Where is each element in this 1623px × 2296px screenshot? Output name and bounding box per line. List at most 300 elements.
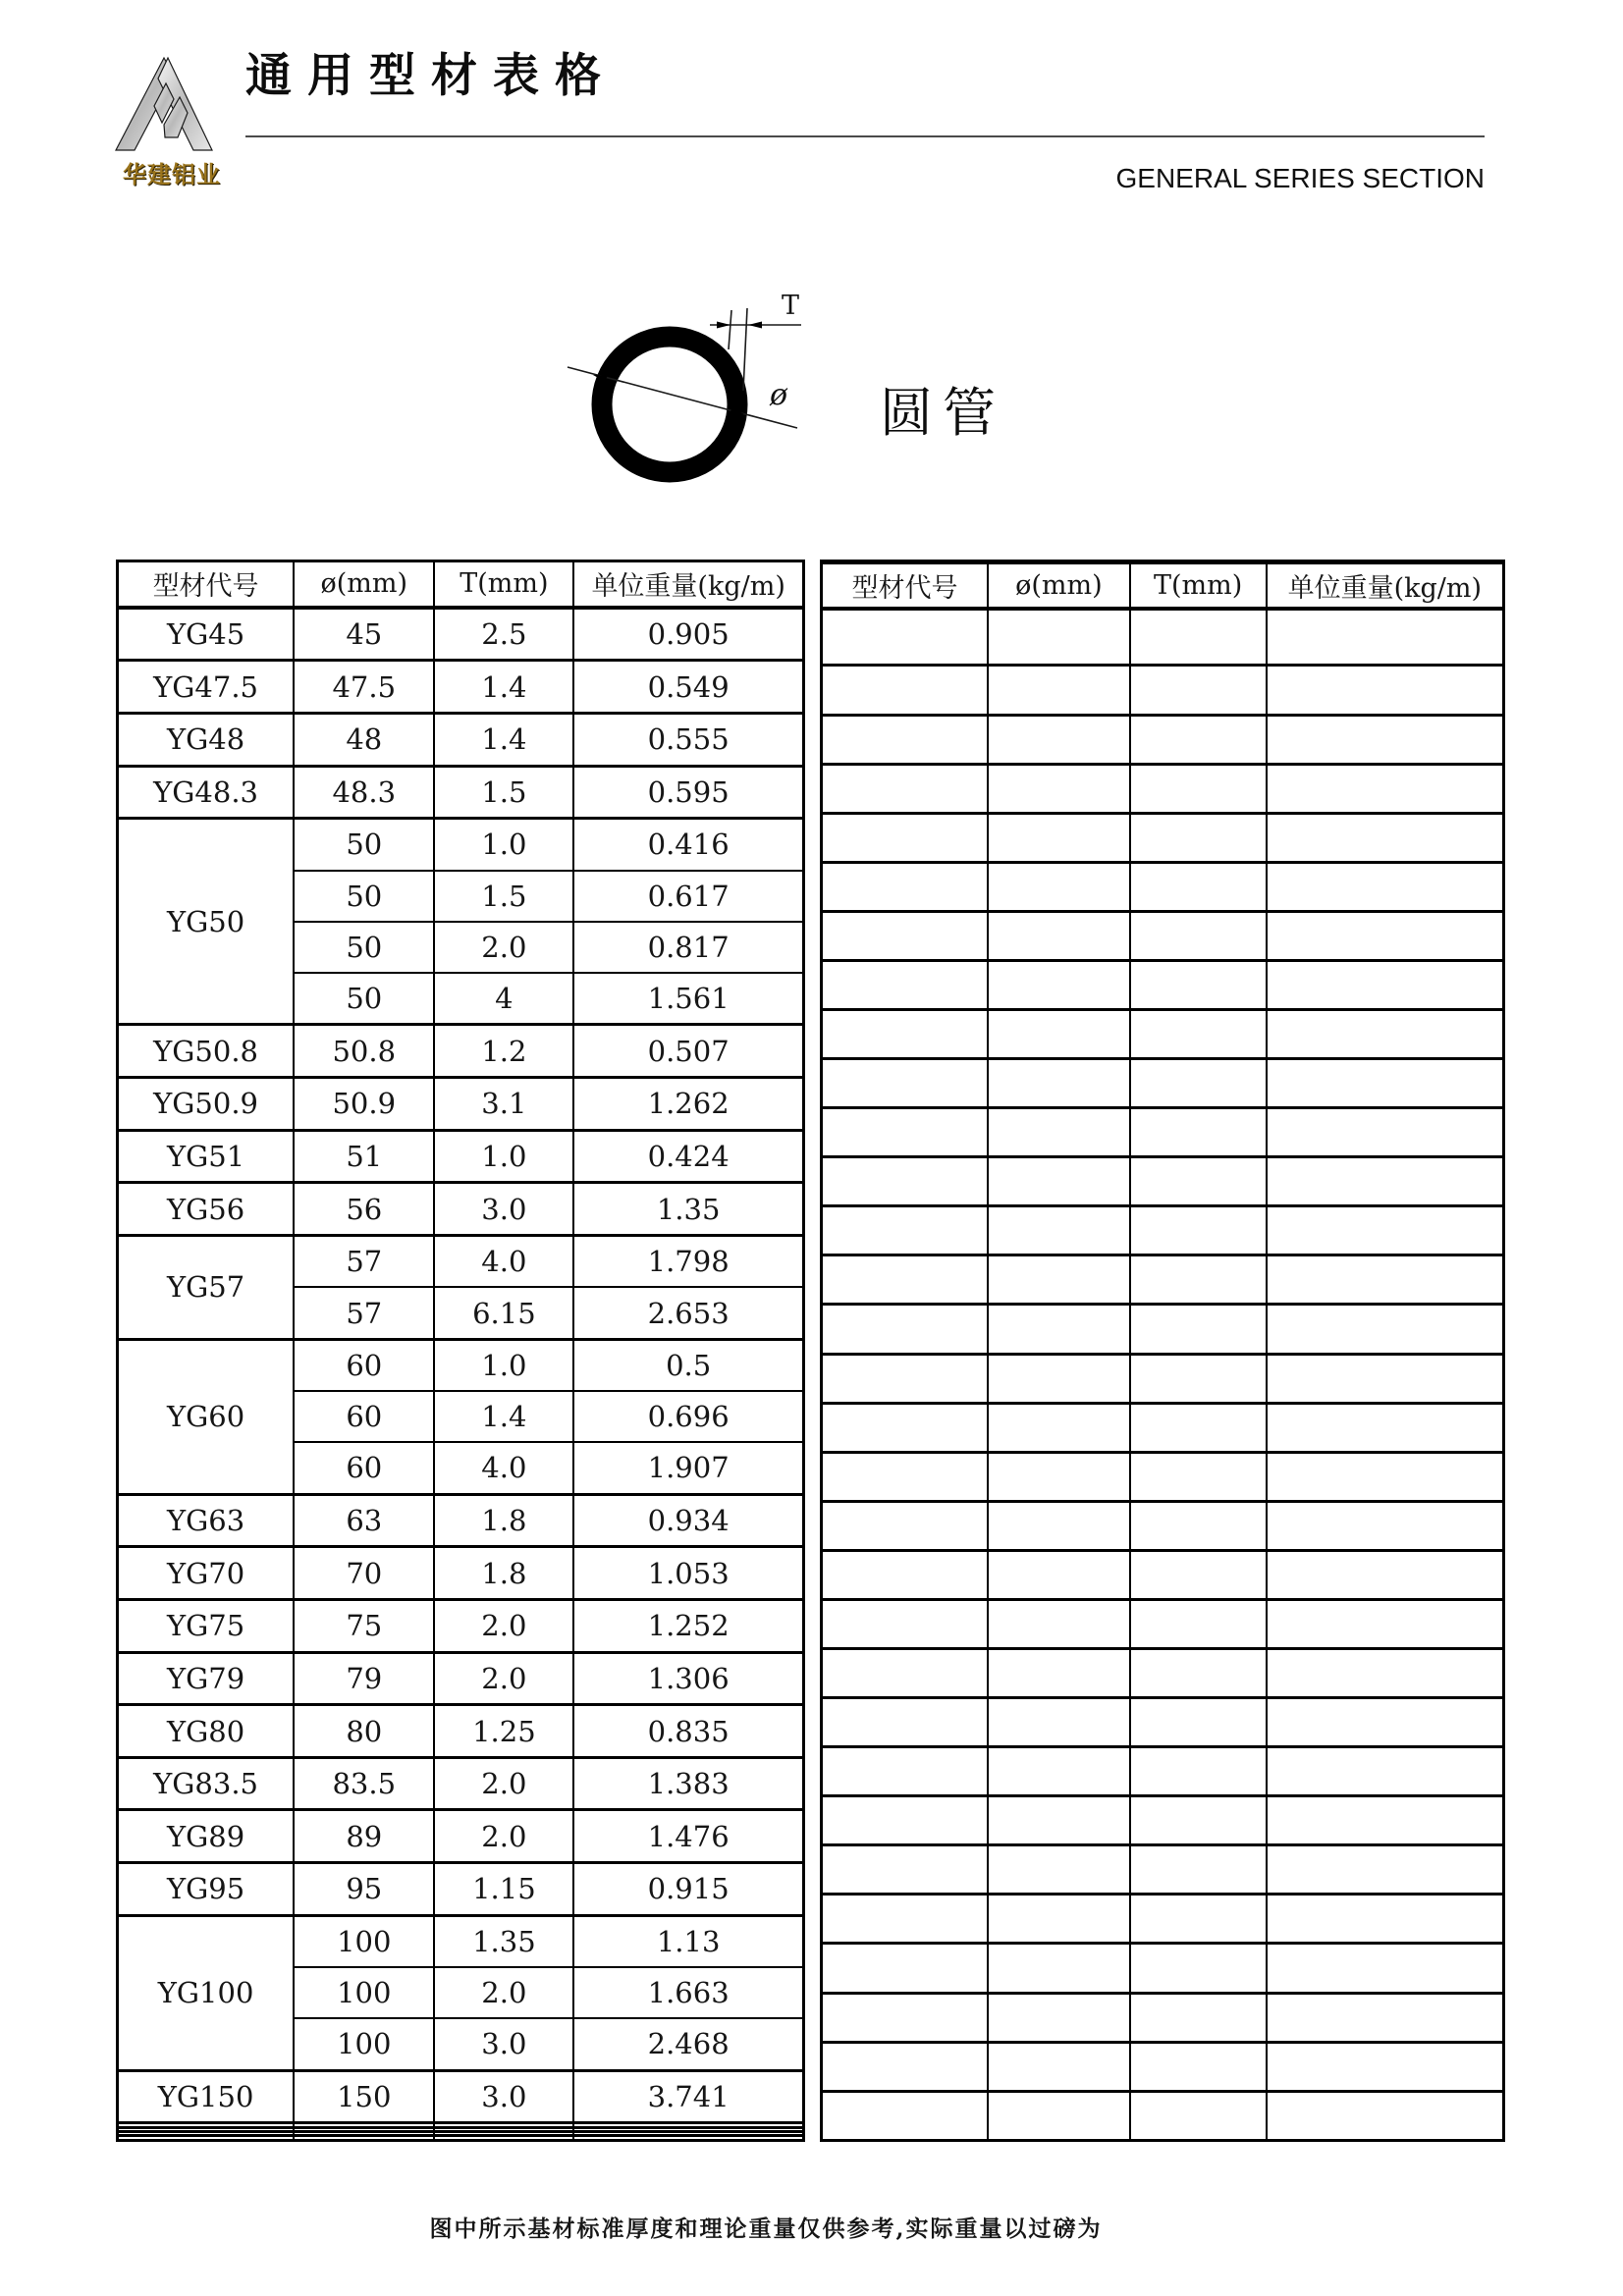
diameter-cell [988, 1895, 1130, 1944]
unit-weight-cell: 3.741 [573, 2070, 803, 2123]
profile-code-cell [822, 764, 989, 813]
thickness-cell: 1.25 [434, 1705, 573, 1758]
profile-code-cell: YG50 [118, 819, 295, 1025]
unit-weight-cell [1267, 1157, 1504, 1206]
diameter-cell [988, 1403, 1130, 1452]
thickness-cell [1130, 1993, 1267, 2042]
unit-weight-cell [1267, 1599, 1504, 1648]
footer-disclaimer: 图中所示基材标准厚度和理论重量仅供参考,实际重量以过磅为 [429, 2216, 1103, 2242]
diameter-cell: 48 [294, 713, 434, 766]
unit-weight-cell [1267, 1550, 1504, 1599]
diameter-cell: 95 [294, 1863, 434, 1916]
unit-weight-cell [1267, 1845, 1504, 1895]
diameter-cell [988, 1452, 1130, 1501]
profile-code-cell: YG56 [118, 1183, 295, 1236]
column-header: ø(mm) [294, 561, 434, 608]
thickness-cell [1130, 813, 1267, 862]
diameter-cell [988, 1698, 1130, 1747]
thickness-cell: 3.1 [434, 1078, 573, 1131]
thickness-cell [1130, 764, 1267, 813]
unit-weight-cell [1267, 813, 1504, 862]
diameter-cell [988, 715, 1130, 764]
diameter-cell [988, 1796, 1130, 1845]
thickness-cell: 1.8 [434, 1547, 573, 1600]
column-header: 型材代号 [118, 561, 295, 608]
thickness-cell: 1.0 [434, 1130, 573, 1183]
table-row [118, 1915, 804, 1967]
unit-weight-cell: 0.934 [573, 1494, 803, 1547]
company-name: 华建铝业 [123, 162, 221, 188]
thickness-cell: 4.0 [434, 1442, 573, 1494]
thickness-cell [1130, 1944, 1267, 1993]
table-row [822, 609, 1504, 666]
table-row [118, 1494, 804, 1547]
diameter-cell: 70 [294, 1547, 434, 1600]
thickness-cell [434, 2136, 573, 2141]
profile-code-cell [822, 1059, 989, 1108]
thickness-cell: 2.0 [434, 1967, 573, 2018]
diameter-cell: 50 [294, 922, 434, 973]
unit-weight-cell [1267, 609, 1504, 666]
diameter-cell [988, 609, 1130, 666]
unit-weight-cell [1267, 1501, 1504, 1550]
thickness-cell: 1.15 [434, 1863, 573, 1916]
unit-weight-cell [1267, 1452, 1504, 1501]
table-row [822, 1157, 1504, 1206]
table-row [822, 1059, 1504, 1108]
right-table-body [822, 562, 1504, 2141]
diameter-cell: 100 [294, 1915, 434, 1967]
unit-weight-cell [1267, 2091, 1504, 2140]
table-row [118, 1547, 804, 1600]
diameter-cell: 57 [294, 1287, 434, 1339]
thickness-cell: 1.8 [434, 1494, 573, 1547]
profile-code-cell: YG45 [118, 608, 295, 661]
title-divider [245, 135, 1485, 137]
profile-code-cell: YG60 [118, 1339, 295, 1494]
table-row [118, 1078, 804, 1131]
thickness-cell: 1.4 [434, 661, 573, 714]
table-row [822, 1747, 1504, 1796]
unit-weight-cell: 1.252 [573, 1599, 803, 1652]
profile-code-cell: YG50.9 [118, 1078, 295, 1131]
unit-weight-cell [1267, 764, 1504, 813]
unit-weight-cell [1267, 911, 1504, 960]
thickness-cell [1130, 862, 1267, 911]
profile-code-cell [822, 2042, 989, 2091]
diameter-cell: 50.9 [294, 1078, 434, 1131]
profile-code-cell: YG50.8 [118, 1025, 295, 1078]
profile-code-cell [822, 960, 989, 1009]
profile-code-cell [822, 1944, 989, 1993]
profile-code-cell [822, 1895, 989, 1944]
profile-code-cell: YG80 [118, 1705, 295, 1758]
unit-weight-cell [1267, 960, 1504, 1009]
diameter-cell [988, 911, 1130, 960]
unit-weight-cell: 2.468 [573, 2018, 803, 2070]
thickness-cell [1130, 1206, 1267, 1255]
unit-weight-cell [1267, 2042, 1504, 2091]
diameter-cell: 50 [294, 819, 434, 871]
profile-code-cell: YG63 [118, 1494, 295, 1547]
unit-weight-cell: 1.053 [573, 1547, 803, 1600]
thickness-cell [1130, 1009, 1267, 1058]
profile-code-cell [822, 1403, 989, 1452]
column-header: 单位重量(kg/m) [1267, 562, 1504, 609]
table-row [822, 666, 1504, 715]
diameter-cell: 51 [294, 1130, 434, 1183]
unit-weight-cell [1267, 1944, 1504, 1993]
unit-weight-cell [1267, 1354, 1504, 1403]
table-row [822, 1354, 1504, 1403]
diameter-cell [988, 1255, 1130, 1305]
diameter-cell [988, 2091, 1130, 2140]
thickness-cell [1130, 1403, 1267, 1452]
diameter-cell [988, 1305, 1130, 1354]
diameter-cell [988, 960, 1130, 1009]
unit-weight-cell [1267, 862, 1504, 911]
thickness-dim-label: T [782, 291, 800, 321]
diameter-cell: 100 [294, 2018, 434, 2070]
column-header: 型材代号 [822, 562, 989, 609]
thickness-cell [1130, 1255, 1267, 1305]
unit-weight-cell: 0.817 [573, 922, 803, 973]
table-row [822, 2091, 1504, 2140]
profile-code-cell [822, 609, 989, 666]
table-row [118, 1235, 804, 1287]
table-row [118, 1183, 804, 1236]
thickness-cell: 1.4 [434, 713, 573, 766]
profile-code-cell [822, 1550, 989, 1599]
unit-weight-cell: 0.696 [573, 1391, 803, 1442]
unit-weight-cell [1267, 1747, 1504, 1796]
thickness-cell: 2.0 [434, 1810, 573, 1863]
thickness-cell: 4 [434, 973, 573, 1025]
thickness-cell: 3.0 [434, 2070, 573, 2123]
profile-code-cell: YG95 [118, 1863, 295, 1916]
table-row [822, 1895, 1504, 1944]
profile-code-cell [822, 813, 989, 862]
table-row [822, 1599, 1504, 1648]
unit-weight-cell: 1.476 [573, 1810, 803, 1863]
thickness-cell: 3.0 [434, 1183, 573, 1236]
unit-weight-cell [1267, 666, 1504, 715]
profile-code-cell: YG48.3 [118, 766, 295, 819]
thickness-cell: 2.5 [434, 608, 573, 661]
profile-code-cell [822, 1747, 989, 1796]
diameter-cell: 50 [294, 973, 434, 1025]
profile-code-cell: YG47.5 [118, 661, 295, 714]
table-row [118, 1863, 804, 1916]
table-row [118, 766, 804, 819]
profile-code-cell [822, 1206, 989, 1255]
thickness-cell [1130, 1452, 1267, 1501]
profile-code-cell [822, 1845, 989, 1895]
unit-weight-cell [1267, 1403, 1504, 1452]
diameter-cell: 45 [294, 608, 434, 661]
profile-code-cell: YG150 [118, 2070, 295, 2123]
column-header: T(mm) [434, 561, 573, 608]
profile-code-cell: YG79 [118, 1652, 295, 1705]
profile-code-cell [822, 1452, 989, 1501]
thickness-cell: 6.15 [434, 1287, 573, 1339]
diameter-cell [988, 764, 1130, 813]
diameter-cell [988, 1108, 1130, 1157]
diameter-cell: 50 [294, 871, 434, 922]
table-row [822, 1108, 1504, 1157]
thickness-cell [1130, 715, 1267, 764]
profile-code-cell: YG89 [118, 1810, 295, 1863]
table-row [118, 1810, 804, 1863]
profile-code-cell [822, 1993, 989, 2042]
unit-weight-cell: 1.907 [573, 1442, 803, 1494]
thickness-cell [1130, 1354, 1267, 1403]
unit-weight-cell: 0.617 [573, 871, 803, 922]
unit-weight-cell: 0.424 [573, 1130, 803, 1183]
profile-code-cell [822, 1009, 989, 1058]
table-row [822, 1501, 1504, 1550]
unit-weight-cell: 1.561 [573, 973, 803, 1025]
thickness-cell [1130, 609, 1267, 666]
diameter-cell: 50.8 [294, 1025, 434, 1078]
table-row [822, 1009, 1504, 1058]
table-row [822, 960, 1504, 1009]
table-row [822, 1796, 1504, 1845]
unit-weight-cell [573, 2136, 803, 2141]
unit-weight-cell: 0.416 [573, 819, 803, 871]
thickness-cell [1130, 666, 1267, 715]
profile-code-cell [822, 1108, 989, 1157]
table-row [822, 1944, 1504, 1993]
left-spec-table [116, 560, 805, 2142]
diameter-cell [988, 1944, 1130, 1993]
profile-code-cell [822, 1255, 989, 1305]
diameter-cell [988, 1550, 1130, 1599]
left-table-body [118, 561, 804, 2141]
table-row [822, 1452, 1504, 1501]
diameter-cell: 80 [294, 1705, 434, 1758]
table-row [118, 661, 804, 714]
table-row [822, 1550, 1504, 1599]
unit-weight-cell: 0.905 [573, 608, 803, 661]
table-row [118, 608, 804, 661]
diameter-dim-label: ø [770, 378, 788, 412]
table-row [118, 1025, 804, 1078]
unit-weight-cell: 0.915 [573, 1863, 803, 1916]
thickness-cell [1130, 1059, 1267, 1108]
thickness-cell: 1.4 [434, 1391, 573, 1442]
profile-code-cell [822, 862, 989, 911]
unit-weight-cell: 0.595 [573, 766, 803, 819]
thickness-cell [1130, 1501, 1267, 1550]
diameter-cell: 100 [294, 1967, 434, 2018]
table-row [118, 1599, 804, 1652]
unit-weight-cell: 1.306 [573, 1652, 803, 1705]
profile-code-cell [822, 1157, 989, 1206]
table-row [822, 764, 1504, 813]
thickness-cell: 2.0 [434, 922, 573, 973]
right-spec-table [820, 560, 1505, 2142]
diameter-cell [988, 1206, 1130, 1255]
thickness-cell [1130, 1747, 1267, 1796]
unit-weight-cell: 0.5 [573, 1339, 803, 1391]
unit-weight-cell: 1.262 [573, 1078, 803, 1131]
unit-weight-cell [1267, 1206, 1504, 1255]
column-header: 单位重量(kg/m) [573, 561, 803, 608]
thickness-cell [1130, 911, 1267, 960]
thickness-cell [1130, 2042, 1267, 2091]
page-title: 通用型材表格 [245, 49, 617, 103]
profile-code-cell [822, 1796, 989, 1845]
unit-weight-cell [1267, 1993, 1504, 2042]
table-row [822, 1206, 1504, 1255]
thickness-cell: 1.2 [434, 1025, 573, 1078]
table-row [822, 1698, 1504, 1747]
unit-weight-cell: 1.383 [573, 1757, 803, 1810]
profile-code-cell [822, 1501, 989, 1550]
table-row [822, 1845, 1504, 1895]
unit-weight-cell [1267, 1255, 1504, 1305]
diameter-cell [988, 1747, 1130, 1796]
table-row [822, 1255, 1504, 1305]
unit-weight-cell [1267, 1796, 1504, 1845]
thickness-cell [1130, 960, 1267, 1009]
diameter-cell: 60 [294, 1442, 434, 1494]
diameter-cell [988, 1648, 1130, 1697]
profile-code-cell: YG57 [118, 1235, 295, 1339]
diameter-cell: 150 [294, 2070, 434, 2123]
diameter-cell: 48.3 [294, 766, 434, 819]
diameter-cell: 83.5 [294, 1757, 434, 1810]
table-row [822, 862, 1504, 911]
profile-code-cell: YG83.5 [118, 1757, 295, 1810]
thickness-cell: 2.0 [434, 1599, 573, 1652]
thickness-cell: 3.0 [434, 2018, 573, 2070]
profile-code-cell [822, 2091, 989, 2140]
diameter-cell: 56 [294, 1183, 434, 1236]
column-header: ø(mm) [988, 562, 1130, 609]
table-row [118, 1130, 804, 1183]
section-name-label: 圆管 [880, 382, 1005, 444]
profile-code-cell [822, 1305, 989, 1354]
profile-code-cell [822, 715, 989, 764]
unit-weight-cell: 1.798 [573, 1235, 803, 1287]
thickness-cell [1130, 1305, 1267, 1354]
table-row [822, 813, 1504, 862]
unit-weight-cell: 0.835 [573, 1705, 803, 1758]
thickness-cell [1130, 1698, 1267, 1747]
diameter-cell [988, 1845, 1130, 1895]
diameter-cell: 63 [294, 1494, 434, 1547]
profile-code-cell: YG75 [118, 1599, 295, 1652]
diameter-cell: 75 [294, 1599, 434, 1652]
thickness-cell [1130, 1599, 1267, 1648]
thickness-cell [1130, 2091, 1267, 2140]
profile-code-cell [822, 1648, 989, 1697]
diameter-cell [988, 862, 1130, 911]
company-logo-icon [108, 55, 218, 157]
table-row [118, 2070, 804, 2123]
header-row [118, 561, 804, 608]
unit-weight-cell [1267, 1059, 1504, 1108]
profile-code-cell: YG51 [118, 1130, 295, 1183]
diameter-cell: 57 [294, 1235, 434, 1287]
diameter-cell [988, 1354, 1130, 1403]
profile-code-cell [822, 1698, 989, 1747]
diameter-cell [988, 666, 1130, 715]
tube-ring [602, 337, 737, 472]
unit-weight-cell: 0.555 [573, 713, 803, 766]
unit-weight-cell: 1.13 [573, 1915, 803, 1967]
thickness-cell: 1.0 [434, 819, 573, 871]
thickness-cell [1130, 1157, 1267, 1206]
thickness-cell [1130, 1550, 1267, 1599]
table-row [822, 1648, 1504, 1697]
column-header: T(mm) [1130, 562, 1267, 609]
diameter-cell [988, 1993, 1130, 2042]
table-row [822, 1403, 1504, 1452]
diameter-cell: 89 [294, 1810, 434, 1863]
thickness-cell [1130, 1108, 1267, 1157]
thickness-cell: 4.0 [434, 1235, 573, 1287]
thickness-cell: 1.5 [434, 766, 573, 819]
header-row [822, 562, 1504, 609]
profile-code-cell [822, 911, 989, 960]
diameter-cell [988, 813, 1130, 862]
unit-weight-cell [1267, 715, 1504, 764]
profile-code-cell: YG70 [118, 1547, 295, 1600]
diameter-cell [988, 1599, 1130, 1648]
thickness-cell [1130, 1796, 1267, 1845]
unit-weight-cell [1267, 1305, 1504, 1354]
table-row [822, 2042, 1504, 2091]
thickness-cell [1130, 1895, 1267, 1944]
page-subtitle-en: GENERAL SERIES SECTION [1115, 163, 1485, 193]
diameter-cell: 60 [294, 1339, 434, 1391]
diameter-cell [988, 1501, 1130, 1550]
diameter-cell [294, 2136, 434, 2141]
table-row [118, 1652, 804, 1705]
diameter-cell [988, 1157, 1130, 1206]
unit-weight-cell [1267, 1895, 1504, 1944]
unit-weight-cell: 1.663 [573, 1967, 803, 2018]
profile-code-cell [822, 1354, 989, 1403]
thickness-cell: 1.5 [434, 871, 573, 922]
diameter-cell: 60 [294, 1391, 434, 1442]
unit-weight-cell: 2.653 [573, 1287, 803, 1339]
unit-weight-cell: 0.549 [573, 661, 803, 714]
profile-code-cell [118, 2136, 295, 2141]
unit-weight-cell [1267, 1108, 1504, 1157]
thickness-cell [1130, 1648, 1267, 1697]
thickness-cell [1130, 1845, 1267, 1895]
profile-code-cell [822, 1599, 989, 1648]
table-row [118, 1339, 804, 1391]
table-row [822, 715, 1504, 764]
table-row [822, 911, 1504, 960]
table-row [118, 1757, 804, 1810]
table-row [118, 819, 804, 871]
thickness-cell: 2.0 [434, 1652, 573, 1705]
diameter-cell: 79 [294, 1652, 434, 1705]
unit-weight-cell: 1.35 [573, 1183, 803, 1236]
unit-weight-cell: 0.507 [573, 1025, 803, 1078]
unit-weight-cell [1267, 1698, 1504, 1747]
thickness-cell: 1.0 [434, 1339, 573, 1391]
unit-weight-cell [1267, 1009, 1504, 1058]
profile-code-cell: YG48 [118, 713, 295, 766]
diameter-cell: 47.5 [294, 661, 434, 714]
